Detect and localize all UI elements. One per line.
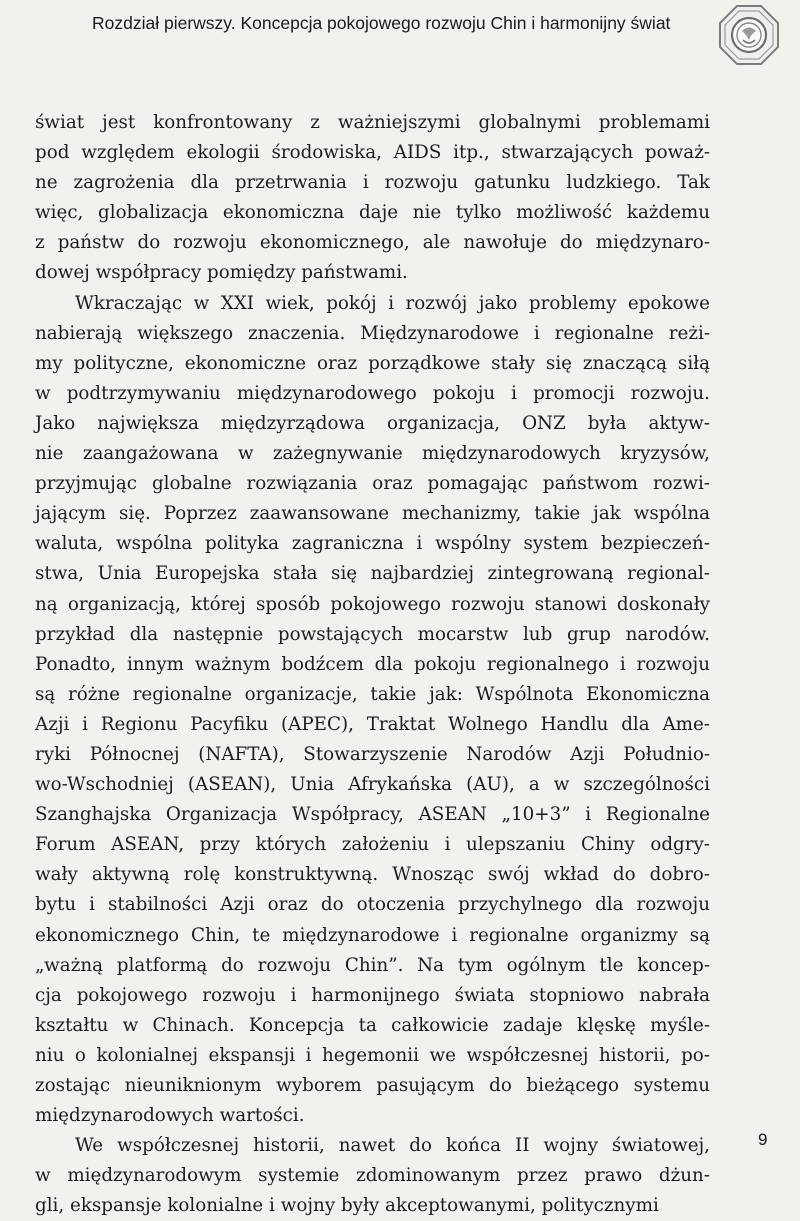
text-line: dowej współpracy pomiędzy państwami. — [35, 262, 408, 284]
text-line: świat jest konfrontowany z ważniejszymi globalnymi problemami — [35, 112, 710, 133]
text-line: ekonomicznego Chin, te międzynarodowe i regionalne organizmy są — [35, 924, 710, 946]
body-text — [35, 108, 710, 1221]
text-line: zostając nieuniknionym wyborem pasującym do bieżącego systemu — [35, 1075, 710, 1096]
text-line: cja pokojowego rozwoju i harmonijnego świata stopniowo nabrała — [35, 984, 710, 1006]
text-line: niu o kolonialnej ekspansji i hegemonii we współczesnej historii, po- — [35, 1044, 710, 1066]
text-line: „ważną platformą do rozwoju Chin”. Na tym ogólnym tle koncep- — [35, 954, 710, 976]
text-line: nie zaangażowana w zażegnywanie międzynarodowych kryzysów, — [35, 443, 710, 465]
text-line: międzynarodowych wartości. — [35, 1105, 305, 1127]
text-line: ną organizacją, której sposób pokojowego rozwoju stanowi doskonały — [35, 593, 710, 615]
text-line: ne zagrożenia dla przetrwania i rozwoju gatunku ludzkiego. Tak — [35, 172, 710, 194]
text-line: nabierają większego znaczenia. Międzynarodowe i regionalne reżi- — [35, 322, 710, 344]
text-line: przykład dla następnie powstających mocarstw lub grup narodów. — [35, 623, 710, 645]
text-line: w podtrzymywaniu międzynarodowego pokoju i promocji rozwoju. — [35, 382, 710, 404]
text-line: kształtu w Chinach. Koncepcja ta całkowicie zadaje klęskę myśle- — [35, 1014, 710, 1036]
text-line: ryki Północnej (NAFTA), Stowarzyszenie Narodów Azji Południo- — [35, 743, 710, 765]
text-line: w międzynarodowym systemie zdominowanym przez prawo dżun- — [35, 1165, 710, 1187]
page-number: 9 — [758, 1130, 768, 1149]
text-line: z państw do rozwoju ekonomicznego, ale nawołuje do międzynaro- — [35, 232, 710, 254]
running-header — [0, 0, 800, 60]
text-line: We współczesnej historii, nawet do końca II wojny światowej, — [75, 1135, 710, 1157]
text-line: są różne regionalne organizacje, takie jak: Wspólnota Ekonomiczna — [35, 683, 710, 705]
text-line: pod względem ekologii środowiska, AIDS itp., stwarzających poważ- — [35, 142, 710, 164]
text-line: wo-Wschodniej (ASEAN), Unia Afrykańska (AU), a w szczególności — [35, 774, 710, 796]
text-line: Jako największa międzyrządowa organizacja, ONZ była aktyw- — [35, 412, 710, 434]
text-line: przyjmując globalne rozwiązania oraz pomagając państwom rozwi- — [35, 473, 710, 495]
text-line: więc, globalizacja ekonomiczna daje nie tylko możliwość każdemu — [35, 202, 710, 224]
text-line: stwa, Unia Europejska stała się najbardziej zintegrowaną regional- — [35, 563, 710, 585]
text-line: gli, ekspansje kolonialne i wojny były akceptowanymi, politycznymi — [35, 1195, 659, 1217]
running-head-title: Rozdział pierwszy. Koncepcja pokojowego rozwoju Chin i harmonijny świat — [92, 13, 671, 33]
text-line: Wkraczając w XXI wiek, pokój i rozwój jako problemy epokowe — [75, 292, 710, 314]
text-line: my polityczne, ekonomiczne oraz porządkowe stały się znaczącą siłą — [35, 352, 710, 374]
text-line: Azji i Regionu Pacyfiku (APEC), Traktat Wolnego Handlu dla Ame- — [35, 713, 710, 735]
text-line: waluta, wspólna polityka zagraniczna i wspólny system bezpieczeń- — [35, 533, 710, 555]
text-line: Forum ASEAN, przy których założeniu i ulepszaniu Chiny odgry- — [35, 834, 710, 856]
text-line: Szanghajska Organizacja Współpracy, ASEAN „10+3” i Regionalne — [35, 804, 710, 826]
octagonal-seal-emblem-icon — [718, 4, 780, 66]
text-line: Ponadto, innym ważnym bodźcem dla pokoju regionalnego i rozwoju — [35, 653, 710, 675]
text-line: wały aktywną rolę konstruktywną. Wnosząc swój wkład do dobro- — [35, 864, 710, 886]
text-line: jającym się. Poprzez zaawansowane mechanizmy, takie jak wspólna — [35, 503, 710, 525]
text-line: bytu i stabilności Azji oraz do otoczenia przychylnego dla rozwoju — [35, 894, 710, 916]
